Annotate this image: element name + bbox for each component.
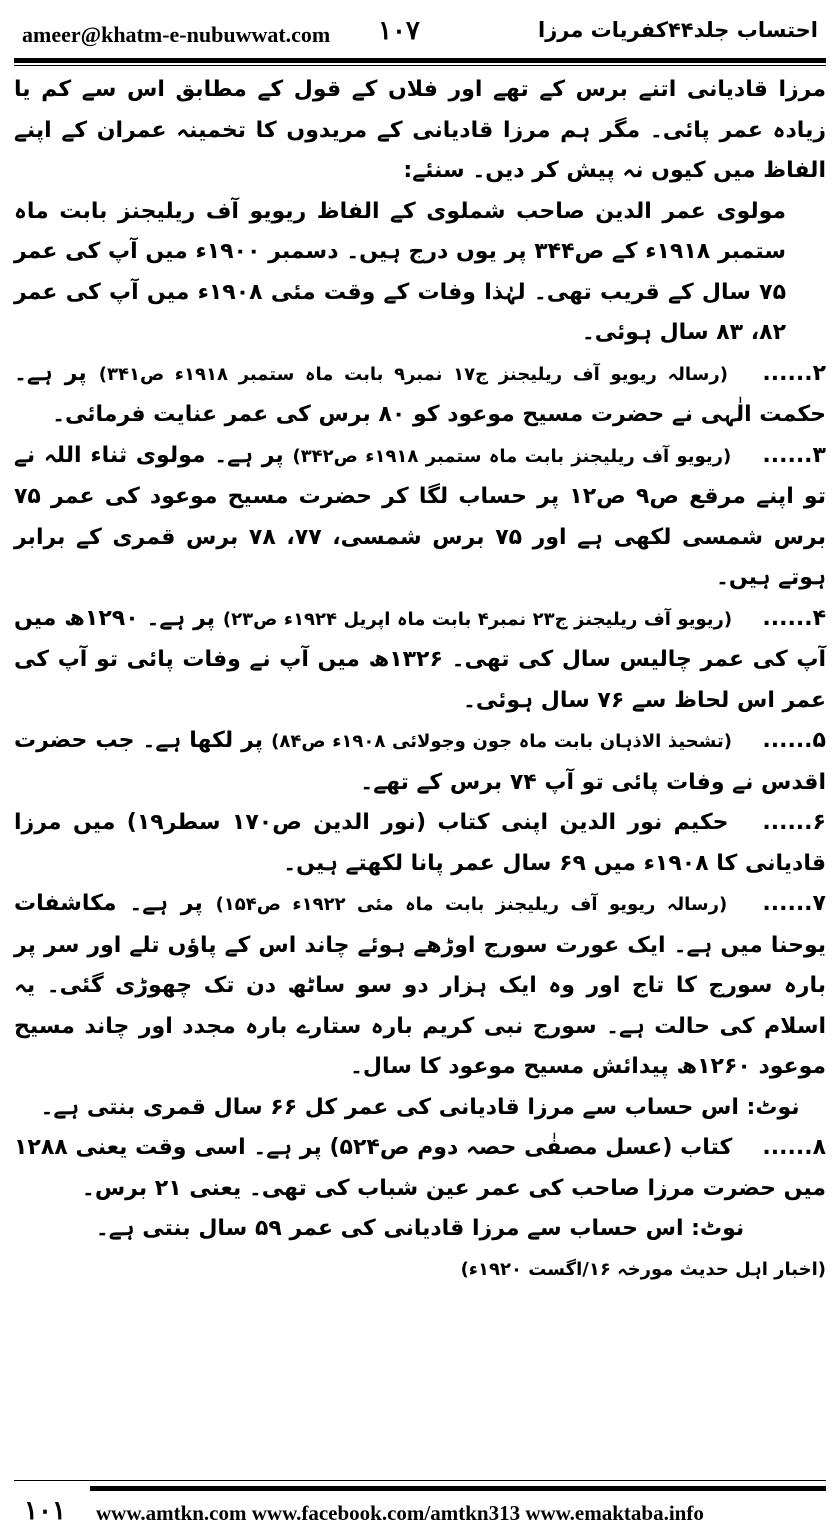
item-8 <box>14 1128 826 1209</box>
item-3-reference: (ریویو آف ریلیجنز بابت ماہ ستمبر ۱۹۱۸ء ص۳۴۲) <box>292 445 732 467</box>
item-5 <box>14 721 826 803</box>
item-4-number: ۴...... <box>762 605 827 631</box>
page-footer <box>0 1485 840 1540</box>
page-header <box>0 0 840 62</box>
item-5-text: پر لکھا ہے۔ جب حضرت اقدس نے وفات پائی تو آپ ۷۴ برس کے تھے۔ <box>14 728 826 795</box>
item-8-number: ۸...... <box>762 1135 826 1160</box>
item-8-text: کتاب (عسل مصفٰی حصہ دوم ص۵۲۴) پر ہے۔ اسی وقت یعنی ۱۲۸۸ میں حضرت مرزا صاحب کی عمر عین شباب کی تھی۔ یعنی ۲۱ برس۔ <box>14 1135 826 1201</box>
item-5-number: ۵...... <box>762 728 826 753</box>
footer-page-number: ۱۰۱ <box>24 1496 66 1526</box>
item-2 <box>14 354 826 436</box>
item-7-number: ۷...... <box>762 891 826 916</box>
item-2-number: ۲...... <box>762 360 826 386</box>
item-7-reference: (رسالہ ریویو آف ریلیجنز بابت ماہ مئی ۱۹۲۲ء ص۱۵۴) <box>215 894 728 915</box>
note-2: نوٹ: اس حساب سے مرزا قادیانی کی عمر ۵۹ سال بنتی ہے۔ <box>95 1216 745 1241</box>
item-3 <box>14 436 826 599</box>
source-citation: (اخبار اہل حدیث مورخہ ۱۶/اگست ۱۹۲۰ء) <box>460 1258 826 1280</box>
item-4-text: پر ہے۔ ۱۲۹۰ھ میں آپ کی عمر چالیس سال کی تھی۔ ۱۳۲۶ھ میں آپ نے وفات پائی تو آپ کی عمر اس لحاظ سے ۷۶ سال ہوئی۔ <box>14 605 826 713</box>
header-title: احتساب جلد۴۴کفریات مرزا <box>538 18 818 42</box>
item-7-text: پر ہے۔ مکاشفات یوحنا میں ہے۔ ایک عورت سورج اوڑھے ہوئے چاند اس کے پاؤں تلے اور سر پر بارہ سورج کا تاج اور وہ ایک ہزار دو سو ساٹھ دن تک چھوڑی گئی۔ یہ اسلام کی حالت ہے۔ سورج نبی کریم بارہ ستارے بارہ مجدد اور چاند مسیح موعود ۱۲۶۰ھ پیدائش مسیح موعود کا سال۔ <box>14 891 826 1079</box>
footer-rule <box>90 1486 826 1491</box>
item-2-text: پر ہے۔ حکمت الٰہی نے حضرت مسیح موعود کو ۸۰ برس کی عمر عنایت فرمائی۔ <box>14 360 826 427</box>
header-email: ameer@khatm-e-nubuwwat.com <box>22 22 331 47</box>
item-3-number: ۳...... <box>762 442 826 468</box>
item-7 <box>14 884 826 1088</box>
header-rule <box>14 58 826 63</box>
note-1: نوٹ: اس حساب سے مرزا قادیانی کی عمر کل ۶۶ سال قمری بنتی ہے۔ <box>40 1094 800 1120</box>
header-rule-thin <box>14 65 826 66</box>
paragraph-intro: مرزا قادیانی اتنے برس کے تھے اور فلاں کے قول کے مطابق اس سے کم یا زیادہ عمر پائی۔ مگر ہم مرزا قادیانی کے مریدوں کا تخمینہ عمران کے اپنے الفاظ میں کیوں نہ پیش کر دیں۔ سنئے: <box>14 77 826 183</box>
footer-links: www.amtkn.com www.facebook.com/amtkn313 www.emaktaba.info <box>96 1501 704 1525</box>
item-2-reference: (رسالہ ریویو آف ریلیجنز ج۱۷ نمبر۹ بابت ماہ ستمبر ۱۹۱۸ء ص۳۴۱) <box>98 363 728 385</box>
item-6-number: ۶...... <box>762 810 826 835</box>
item-4-reference: (ریویو آف ریلیجنز ج۲۳ نمبر۴ بابت ماہ اپریل ۱۹۲۴ء ص۲۳) <box>222 608 733 630</box>
paragraph-quote-1: مولوی عمر الدین صاحب شملوی کے الفاظ ریویو آف ریلیجنز بابت ماہ ستمبر ۱۹۱۸ء کے ص۳۴۴ پر یوں درج ہیں۔ دسمبر ۱۹۰۰ء میں آپ کی عمر ۷۵ سال کے قریب تھی۔ لہٰذا وفات کے وقت مئی ۱۹۰۸ء میں آپ کی عمر ۸۲، ۸۳ سال ہوئی۔ <box>14 198 786 345</box>
item-4 <box>14 599 826 722</box>
footer-rule-thin <box>14 1480 826 1481</box>
item-6 <box>14 803 826 884</box>
item-6-text: حکیم نور الدین اپنی کتاب (نور الدین ص۱۷۰ سطر۱۹) میں مرزا قادیانی کا ۱۹۰۸ء میں ۶۹ سال عمر پانا لکھتے ہیں۔ <box>14 810 826 876</box>
header-page-number: ۱۰۷ <box>378 16 420 46</box>
item-5-reference: (تشحیذ الاذہان بابت ماہ جون وجولائی ۱۹۰۸ء ص۸۴) <box>271 731 732 752</box>
item-3-text: پر ہے۔ مولوی ثناء اللہ نے تو اپنے مرقع ص۹ ص۱۲ پر حساب لگا کر حضرت مسیح موعود کی عمر ۷۵ برس شمسی لکھی ہے اور ۷۵ برس شمسی، ۷۷، ۷۸ برس قمری کے برابر ہوتے ہیں۔ <box>14 442 826 590</box>
page-body <box>14 70 826 1290</box>
